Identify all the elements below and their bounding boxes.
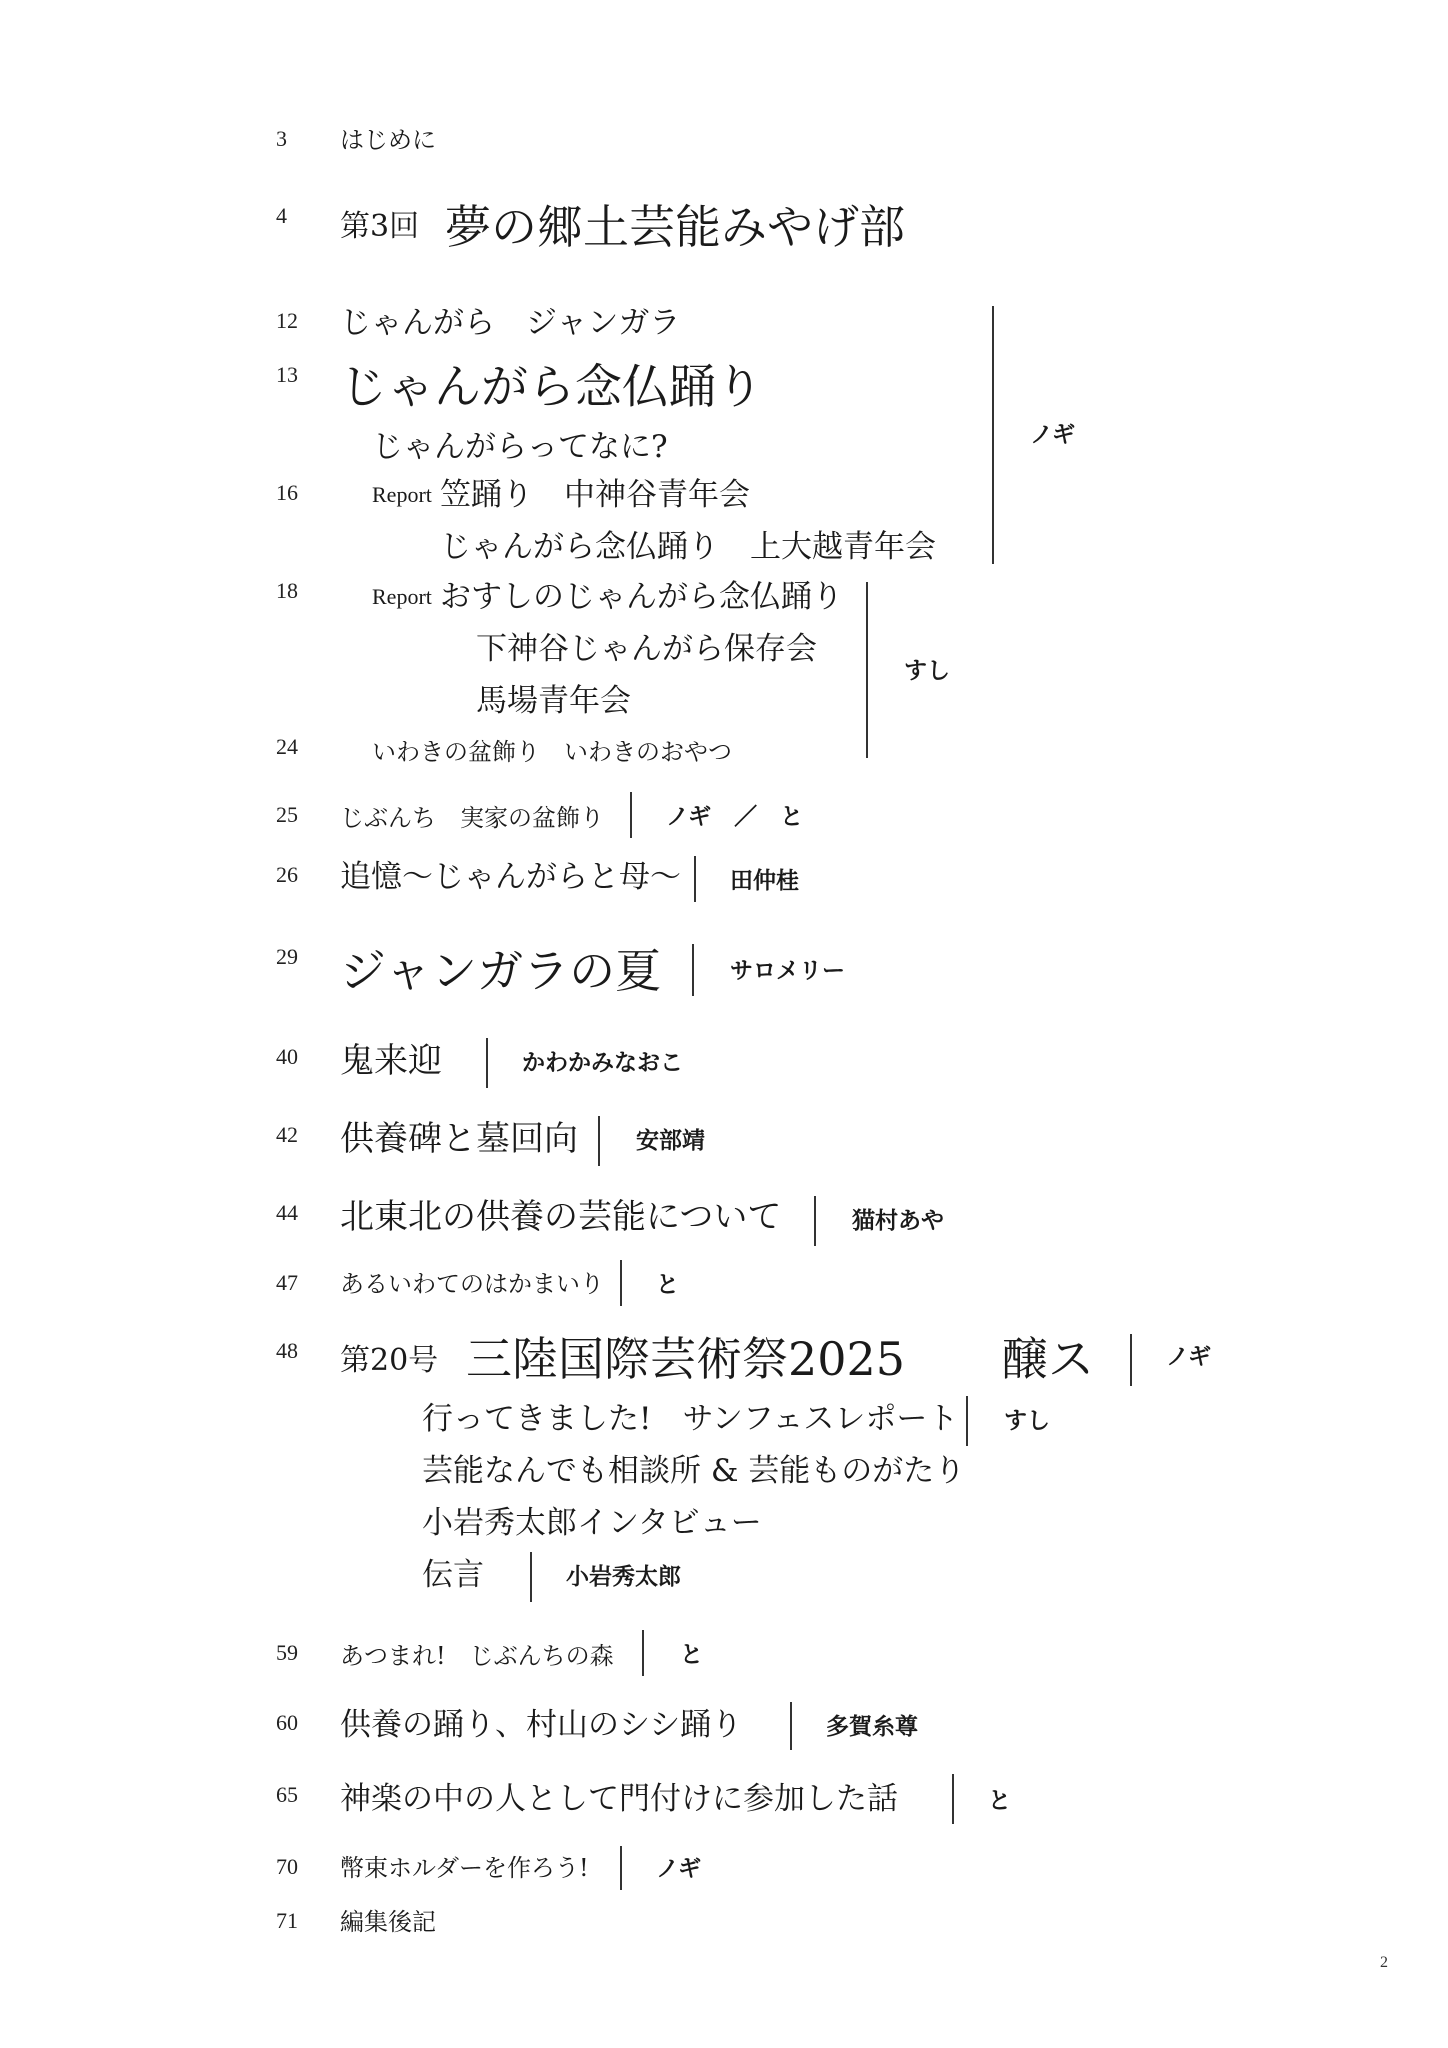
page-number-48: 48 <box>276 1338 298 1363</box>
author: すし <box>904 658 950 684</box>
toc-entry-title: 行ってきました! サンフェスレポート <box>422 1401 959 1437</box>
toc-entry-title: じぶんち 実家の盆飾り <box>340 804 604 832</box>
author: ノギ <box>1030 422 1076 448</box>
page-number-44: 44 <box>276 1200 298 1225</box>
author: すし <box>1004 1408 1050 1434</box>
page-number-70: 70 <box>276 1854 298 1879</box>
toc-entry-title: 馬場青年会 <box>476 683 631 719</box>
page-number-24: 24 <box>276 734 298 759</box>
report-label: Report <box>372 584 432 609</box>
toc-entry-title: 編集後記 <box>340 1908 436 1936</box>
toc-entry-title: 下神谷じゃんがら保存会 <box>476 631 817 667</box>
author: 多賀糸尊 <box>826 1714 918 1740</box>
author: ノギ <box>1166 1344 1212 1370</box>
page-number-26: 26 <box>276 862 298 887</box>
toc-entry-title-large: じゃんがら念仏踊り <box>340 360 763 415</box>
toc-entry-title: 伝言 <box>422 1557 484 1593</box>
issue-prefix: 第3回 <box>340 209 420 244</box>
toc-entry-title-large: 醸ス <box>1002 1332 1094 1386</box>
page-number-13: 13 <box>276 362 298 387</box>
divider-line <box>866 582 868 758</box>
author: 田仲桂 <box>730 868 799 894</box>
toc-entry-title: 鬼来迎 <box>340 1041 442 1081</box>
toc-entry-title: 幣束ホルダーを作ろう! <box>340 1854 589 1882</box>
author: 猫村あや <box>852 1208 944 1234</box>
page-number-16: 16 <box>276 480 298 505</box>
divider-line <box>630 792 632 838</box>
divider-line <box>952 1774 954 1824</box>
divider-line <box>530 1552 532 1602</box>
divider-line <box>992 306 994 564</box>
toc-entry-title: 小岩秀太郎インタビュー <box>422 1505 762 1541</box>
author: と <box>656 1272 679 1298</box>
divider-line <box>620 1260 622 1306</box>
toc-subtitle: じゃんがらってなに? <box>372 429 668 465</box>
toc-entry-title-large: ジャンガラの夏 <box>340 944 662 998</box>
issue-prefix: 第20号 <box>340 1343 439 1378</box>
toc-entry-title: おすしのじゃんがら念仏踊り <box>440 579 843 615</box>
author: ノギ ／ と <box>666 804 804 830</box>
page-number-60: 60 <box>276 1710 298 1735</box>
page-number-65: 65 <box>276 1782 298 1807</box>
page-number-29: 29 <box>276 944 298 969</box>
toc-entry-title: 笠踊り 中神谷青年会 <box>440 477 750 513</box>
toc-entry-title: いわきの盆飾り いわきのおやつ <box>372 738 732 766</box>
author: と <box>988 1788 1011 1814</box>
page-number-42: 42 <box>276 1122 298 1147</box>
divider-line <box>620 1846 622 1890</box>
page-number-59: 59 <box>276 1640 298 1665</box>
toc-entry-title: じゃんがら ジャンガラ <box>340 305 681 341</box>
divider-line <box>486 1038 488 1088</box>
toc-entry-title-main: 夢の郷土芸能みやげ部 <box>445 200 905 254</box>
divider-line <box>694 856 696 902</box>
folio-page-number: 2 <box>1380 1954 1388 1971</box>
toc-entry-title-large: 三陸国際芸術祭2025 <box>466 1332 906 1386</box>
divider-line <box>814 1196 816 1246</box>
page-number-25: 25 <box>276 802 298 827</box>
toc-entry-title: あつまれ! じぶんちの森 <box>340 1642 614 1670</box>
page-number-71: 71 <box>276 1908 298 1933</box>
toc-entry-title: 芸能なんでも相談所 & 芸能ものがたり <box>422 1453 966 1489</box>
author: かわかみなおこ <box>522 1050 683 1076</box>
author: サロメリー <box>730 958 845 984</box>
toc-entry-introduction: はじめに <box>340 126 436 154</box>
divider-line <box>692 944 694 996</box>
divider-line <box>966 1396 968 1446</box>
author: 安部靖 <box>636 1128 705 1154</box>
toc-entry-title: 神楽の中の人として門付けに参加した話 <box>340 1781 898 1817</box>
divider-line <box>642 1630 644 1676</box>
author: 小岩秀太郎 <box>566 1564 681 1590</box>
report-label: Report <box>372 482 432 507</box>
page-number-40: 40 <box>276 1044 298 1069</box>
page-number-12: 12 <box>276 308 298 333</box>
page-number-18: 18 <box>276 578 298 603</box>
page-number-4: 4 <box>276 203 287 228</box>
toc-entry-title: 北東北の供養の芸能について <box>340 1197 782 1237</box>
divider-line <box>598 1116 600 1166</box>
toc-entry-title: じゃんがら念仏踊り 上大越青年会 <box>440 529 936 565</box>
divider-line <box>1130 1334 1132 1386</box>
page-number-3: 3 <box>276 126 287 151</box>
author: と <box>680 1642 703 1668</box>
author: ノギ <box>656 1856 702 1882</box>
toc-entry-title: 供養の踊り、村山のシシ踊り <box>340 1707 743 1743</box>
divider-line <box>790 1702 792 1750</box>
toc-entry-title: 供養碑と墓回向 <box>340 1119 578 1159</box>
toc-entry-title: 追憶〜じゃんがらと母〜 <box>340 859 681 895</box>
page-number-47: 47 <box>276 1270 298 1295</box>
toc-entry-title: あるいわてのはかまいり <box>340 1270 604 1298</box>
